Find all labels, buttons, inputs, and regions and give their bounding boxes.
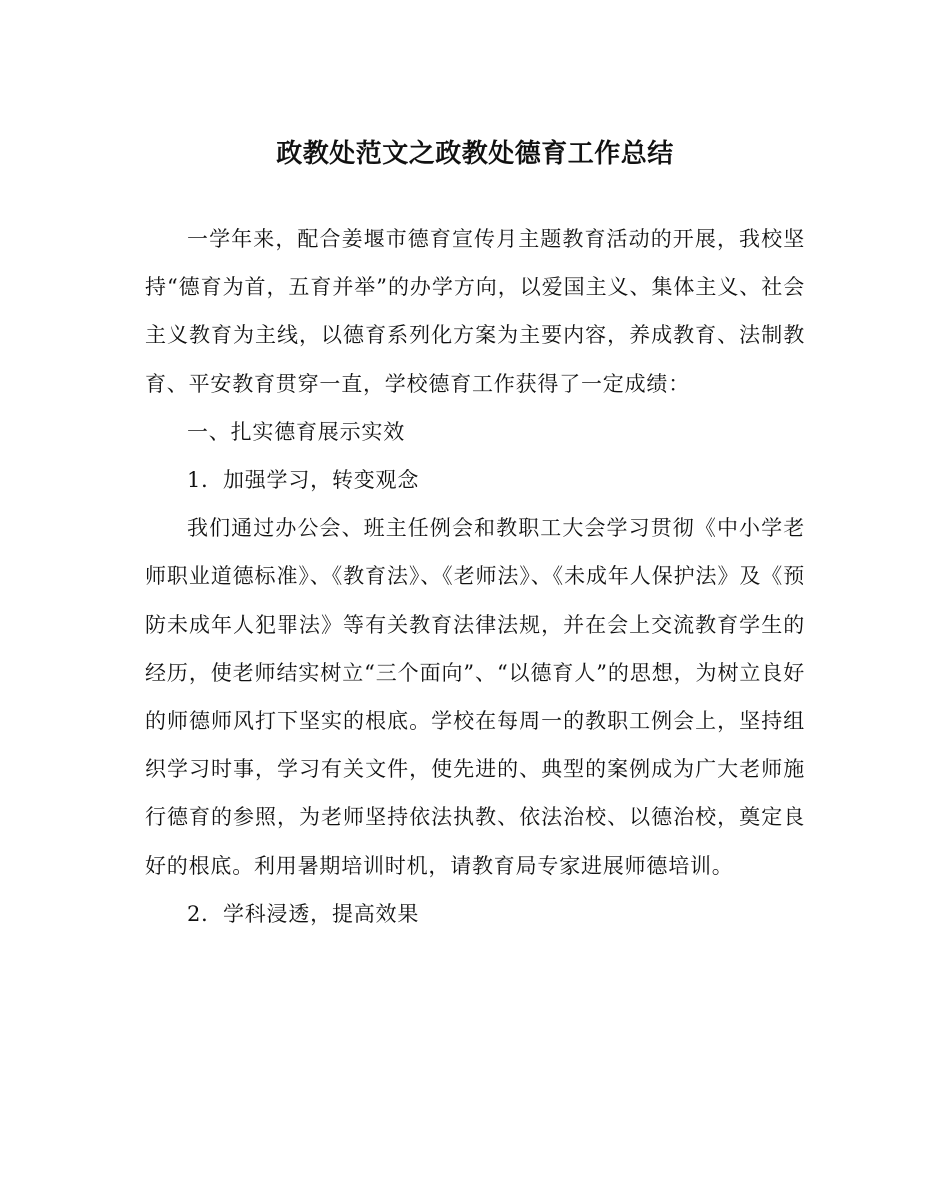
- subsection-heading-1: 1．加强学习，转变观念: [187, 468, 420, 493]
- document-title: 政教处范文之政教处德育工作总结: [276, 139, 674, 169]
- paragraph-study: 我们通过办公会、班主任例会和教职工大会学习贯彻《中小学老师职业道德标准》、《教育法》、《老师法》、《未成年人保护法》及《预防未成年人犯罪法》等有关教育法律法规，并在会上交流教育学生的经历，使老师结实树立“三个面向”、“以德育人”的思想，为树立良好的师德师风打下坚实的根底。学校在每周一的教职工例会上，坚持组织学习时事，学习有关文件，使先进的、典型的案例成为广大老师施行德育的参照，为老师坚持依法执教、依法治校、以德治校，奠定良好的根底。利用暑期培训时机，请教育局专家进展师德培训。: [145, 516, 805, 878]
- section-heading-1: 一、扎实德育展示实效: [187, 419, 405, 444]
- document-body: [145, 215, 805, 938]
- paragraph-intro: 一学年来，配合姜堰市德育宣传月主题教育活动的开展，我校坚持“德育为首，五育并举”的办学方向，以爱国主义、集体主义、社会主义教育为主线，以德育系列化方案为主要内容，养成教育、法制教育、平安教育贯穿一直，学校德育工作获得了一定成绩：: [145, 227, 805, 396]
- subsection-heading-2: 2．学科浸透，提高效果: [187, 901, 420, 926]
